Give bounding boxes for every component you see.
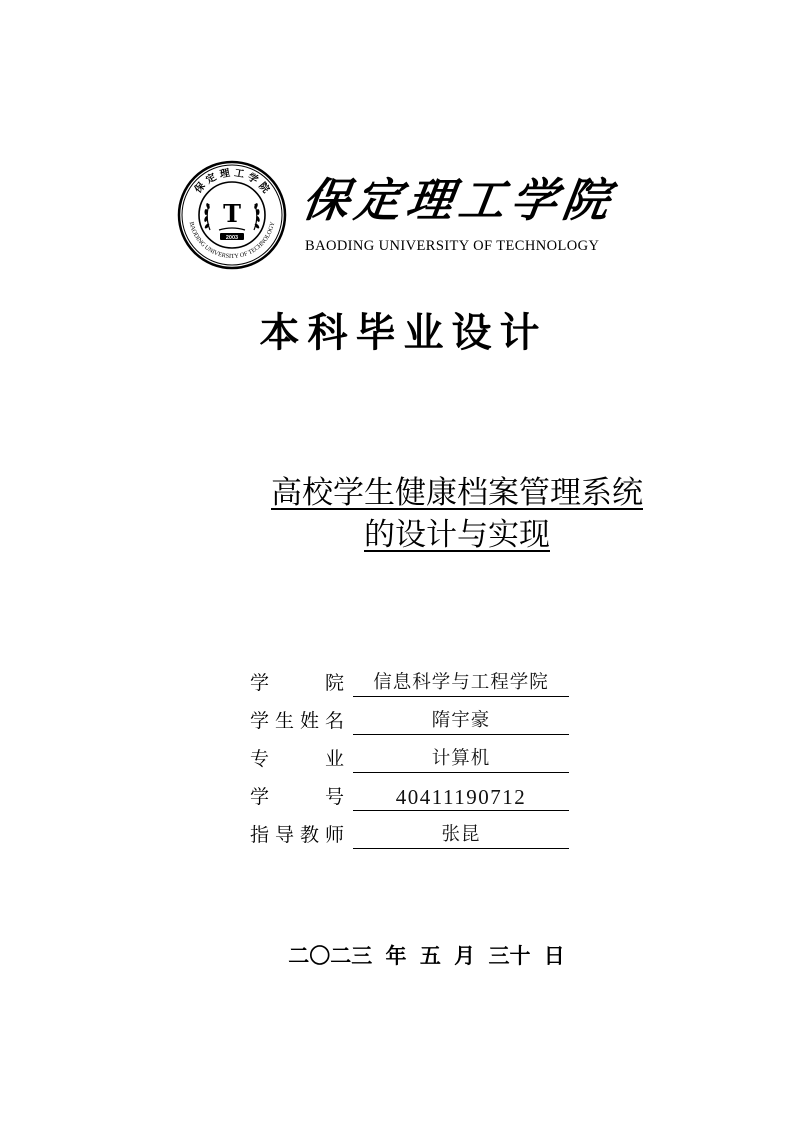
info-row-major	[250, 740, 570, 778]
info-row-advisor	[250, 816, 570, 854]
svg-text:BAODING UNIVERSITY OF TECHNOLO: BAODING UNIVERSITY OF TECHNOLOGY	[187, 221, 277, 261]
document-type-title: 本科毕业设计	[259, 309, 548, 356]
info-row-college	[250, 664, 570, 702]
info-value-advisor: 张昆	[353, 818, 569, 849]
university-header	[177, 160, 647, 272]
info-label-college: 学 院	[250, 672, 344, 694]
info-value-student-name: 隋宇豪	[353, 704, 569, 735]
info-value-major: 计算机	[353, 742, 569, 773]
info-table	[250, 664, 570, 854]
submission-date: 二〇二三 年 五 月 三十 日	[288, 943, 565, 968]
info-label-advisor: 指 导 教 师	[250, 824, 344, 846]
svg-text:保 定 理 工 学 院: 保 定 理 工 学 院	[192, 167, 272, 196]
info-row-student-id	[250, 778, 570, 816]
university-name-en: BAODING UNIVERSITY OF TECHNOLOGY	[305, 238, 600, 254]
info-row-student-name	[250, 702, 570, 740]
info-label-student-name: 学 生 姓 名	[250, 710, 344, 732]
info-label-major: 专 业	[250, 748, 344, 770]
info-label-student-id: 学 号	[250, 786, 344, 808]
thesis-title-line-1: 高校学生健康档案管理系统	[271, 475, 643, 511]
university-seal-logo	[177, 160, 287, 270]
thesis-title	[227, 472, 687, 556]
info-value-college: 信息科学与工程学院	[353, 666, 569, 697]
university-name-cn: 保定理工学院	[299, 173, 619, 227]
svg-text:2003: 2003	[225, 235, 239, 241]
svg-text:T: T	[223, 199, 241, 228]
thesis-title-line-2: 的设计与实现	[364, 517, 550, 553]
info-value-student-id: 40411190712	[353, 780, 569, 811]
